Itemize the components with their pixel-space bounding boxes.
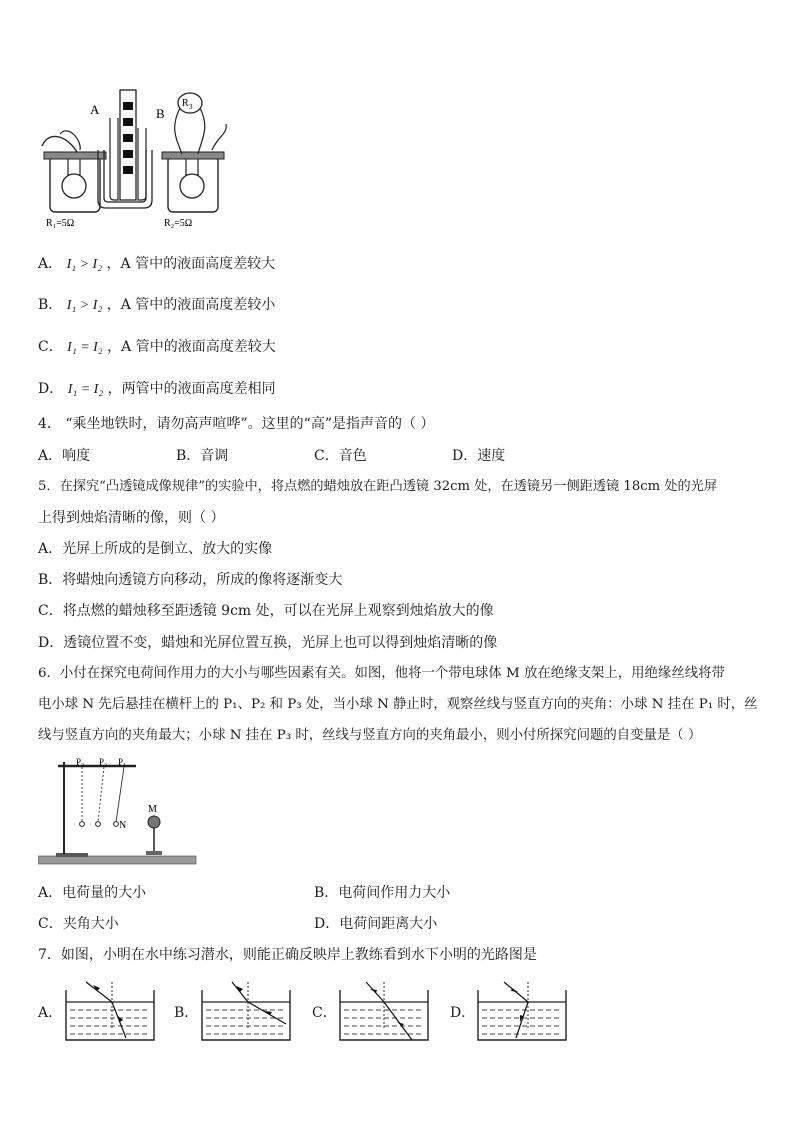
q5-option-d: D．透镜位置不变，蜡烛和光屏位置互换，光屏上也可以得到烛焰清晰的像 xyxy=(38,635,498,651)
q3-option-a-expr: I₁ > I₂ xyxy=(66,257,103,272)
p2-label: P₂ xyxy=(99,757,108,767)
q5-stem-line1: 5．在探究“凸透镜成像规律”的实验中，将点燃的蜡烛放在距凸透镜 32cm 处，在透镜另一侧距透镜 18cm 处的光屏 xyxy=(38,479,718,494)
q7-option-d-diagram xyxy=(474,980,570,1044)
q7-option-a-diagram xyxy=(62,980,158,1044)
q5-option-c: C．将点燃的蜡烛移至距透镜 9cm 处，可以在光屏上观察到烛焰放大的像 xyxy=(38,603,494,619)
q3-option-b-expr: I₁ > I₂ xyxy=(66,298,103,313)
q4-stem: 4． “乘坐地铁时，请勿高声喧哗”。这里的“高”是指声音的（ ） xyxy=(38,416,435,432)
q7-option-b-diagram xyxy=(198,980,294,1044)
q6-stem-line3: 线与竖直方向的夹角最大；小球 N 挂在 P₃ 时，丝线与竖直方向的夹角最小，则小付所探究问题的自变量是（ ） xyxy=(38,728,702,743)
q3-option-b: B． I₁ > I₂ ，A 管中的液面高度差较小 xyxy=(38,297,276,313)
q6-option-c: C．夹角大小 xyxy=(38,916,119,932)
q4-option-b: B．音调 xyxy=(176,448,229,464)
q6-option-d: D．电荷间距离大小 xyxy=(314,916,438,932)
r3-label: R xyxy=(182,98,189,109)
q5-option-b: B．将蜡烛向透镜方向移动，所成的像将逐渐变大 xyxy=(38,572,343,588)
q6-option-b: B．电荷间作用力大小 xyxy=(314,885,451,901)
q6-option-a: A．电荷量的大小 xyxy=(38,885,147,901)
q4-option-d: D．速度 xyxy=(452,448,506,464)
q5-option-a: A．光屏上所成的是倒立、放大的实像 xyxy=(38,541,273,557)
q3-option-d: D． I₁ = I₂ ，两管中的液面高度差相同 xyxy=(38,381,276,397)
q4-option-a: A．响度 xyxy=(38,448,91,464)
q7-option-d-label: D． xyxy=(450,1005,476,1021)
r1-label: R₁=5Ω xyxy=(46,218,75,229)
n-ball-label: N xyxy=(119,820,127,831)
q3-apparatus-figure xyxy=(40,88,230,230)
q7-option-c-label: C． xyxy=(312,1005,337,1021)
q3-option-d-expr: I₁ = I₂ xyxy=(67,382,104,397)
q7-option-b-label: B． xyxy=(174,1005,199,1021)
q6-stem-line2: 电小球 N 先后悬挂在横杆上的 P₁、P₂ 和 P₃ 处，当小球 N 静止时，观察丝线与竖直方向的夹角：小球 N 挂在 P₁ 时，丝 xyxy=(38,697,758,712)
q6-charge-figure xyxy=(38,756,198,868)
r3-label-subscript: 3 xyxy=(189,103,193,111)
p3-label: P₃ xyxy=(76,757,85,767)
q7-stem: 7．如图，小明在水中练习潜水，则能正确反映岸上教练看到水下小明的光路图是 xyxy=(38,947,537,963)
p1-label: P₁ xyxy=(118,757,127,767)
q7-option-a-label: A． xyxy=(38,1005,63,1021)
q5-stem-line2: 上得到烛焰清晰的像，则（ ） xyxy=(38,510,225,526)
q3-option-a: A． I₁ > I₂ ，A 管中的液面高度差较大 xyxy=(38,256,276,272)
q3-option-c-expr: I₁ = I₂ xyxy=(67,340,103,355)
tube-b-label: B xyxy=(156,106,165,121)
q7-option-c-diagram xyxy=(336,980,432,1044)
q4-option-c: C．音色 xyxy=(314,448,367,464)
tube-a-label: A xyxy=(90,102,100,117)
r2-label: R₂=5Ω xyxy=(164,218,193,229)
q6-stem-line1: 6．小付在探究电荷间作用力的大小与哪些因素有关。如图，他将一个带电球体 M 放在绝缘支架上，用绝缘丝线将带 xyxy=(38,666,725,681)
m-sphere-label: M xyxy=(148,804,157,815)
q3-option-c: C． I₁ = I₂ ，A 管中的液面高度差较大 xyxy=(38,339,276,355)
